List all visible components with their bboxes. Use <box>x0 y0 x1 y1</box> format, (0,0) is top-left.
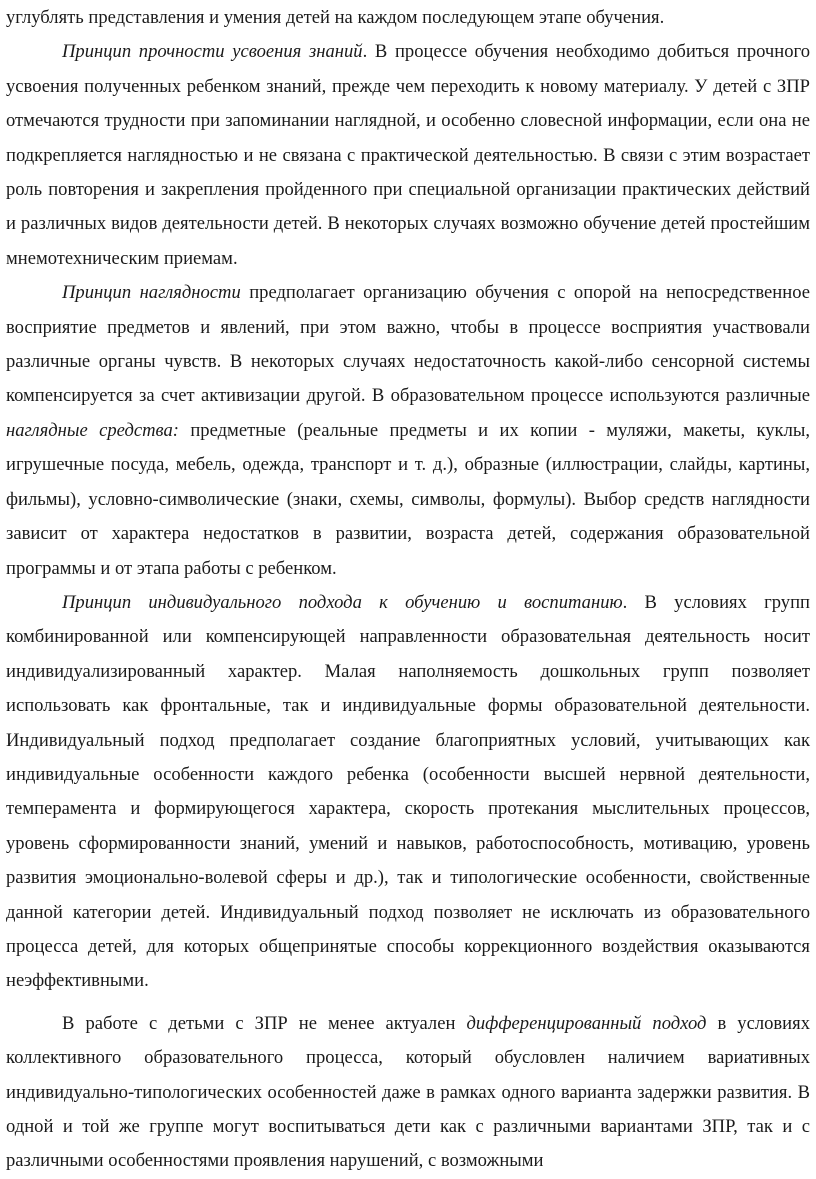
paragraph-text: предполагает организацию обучения с опорой на непосредственное восприятие предметов и явлений, при этом важно, чтобы в процессе восприятия участвовали различные органы чувств. В некоторых случаях недостаточность какой-либо сенсорной системы компенсируется за счет активизации другой. В образовательном процессе используются различные <box>6 282 810 407</box>
italic-term: наглядные средства: <box>6 419 179 441</box>
paragraph-text: углублять представления и умения детей на каждом последующем этапе обучения. <box>6 7 665 28</box>
paragraph-text: . В процессе обучения необходимо добиться прочного усвоения полученных ребенком знаний, прежде чем переходить к новому материалу. У детей с ЗПР отмечаются трудности при запоминании наглядной, и особенно словесной информации, если она не подкрепляется наглядностью и не связана с практической деятельностью. В связи с этим возрастает роль повторения и закрепления пройденного при специальной организации практических действий и различных видов деятельности детей. В некоторых случаях возможно обучение детей простейшим мнемотехническим приемам. <box>6 41 810 269</box>
principle-heading: Принцип наглядности <box>62 282 241 304</box>
paragraph-text: в условиях коллективного образовательного процесса, который обусловлен наличием вариативных индивидуально-типологических особенностей даже в рамках одного варианта задержки развития. В одной и той же группе могут воспитываться дети как с различными вариантами ЗПР, так и с различными особенностями проявления нарушений, с возможными <box>6 1012 810 1172</box>
paragraph-strength-principle <box>6 35 810 276</box>
paragraph-differentiated-approach <box>6 1007 810 1179</box>
paragraph-continuation <box>6 1 810 35</box>
principle-heading: Принцип индивидуального подхода к обучению и воспитанию <box>62 591 623 613</box>
italic-term: дифференцированный подход <box>466 1012 707 1034</box>
paragraph-visual-principle <box>6 276 810 586</box>
principle-heading: Принцип прочности усвоения знаний <box>62 41 363 63</box>
paragraph-individual-approach <box>6 586 810 999</box>
paragraph-text: В работе с детьми с ЗПР не менее актуален <box>62 1012 467 1034</box>
paragraph-text: . В условиях групп комбинированной или компенсирующей направленности образовательная деятельность носит индивидуализированный характер. Малая наполняемость дошкольных групп позволяет использовать как фронтальные, так и индивидуальные формы образовательной деятельности. Индивидуальный подход предполагает создание благоприятных условий, учитывающих как индивидуальные особенности каждого ребенка (особенности высшей нервной деятельности, темперамента и формирующегося характера, скорость протекания мыслительных процессов, уровень сформированности знаний, умений и навыков, работоспособность, мотивацию, уровень развития эмоционально-волевой сферы и др.), так и типологические особенности, свойственные данной категории детей. Индивидуальный подход позволяет не исключать из образовательного процесса детей, для которых общепринятые способы коррекционного воздействия оказываются неэффективными. <box>6 591 810 992</box>
paragraph-text: предметные (реальные предметы и их копии - муляжи, макеты, куклы, игрушечные посуда, мебель, одежда, транспорт и т. д.), образные (иллюстрации, слайды, картины, фильмы), условно-символические (знаки, схемы, символы, формулы). Выбор средств наглядности зависит от характера недостатков в развитии, возраста детей, содержания образовательной программы и от этапа работы с ребенком. <box>6 419 811 579</box>
